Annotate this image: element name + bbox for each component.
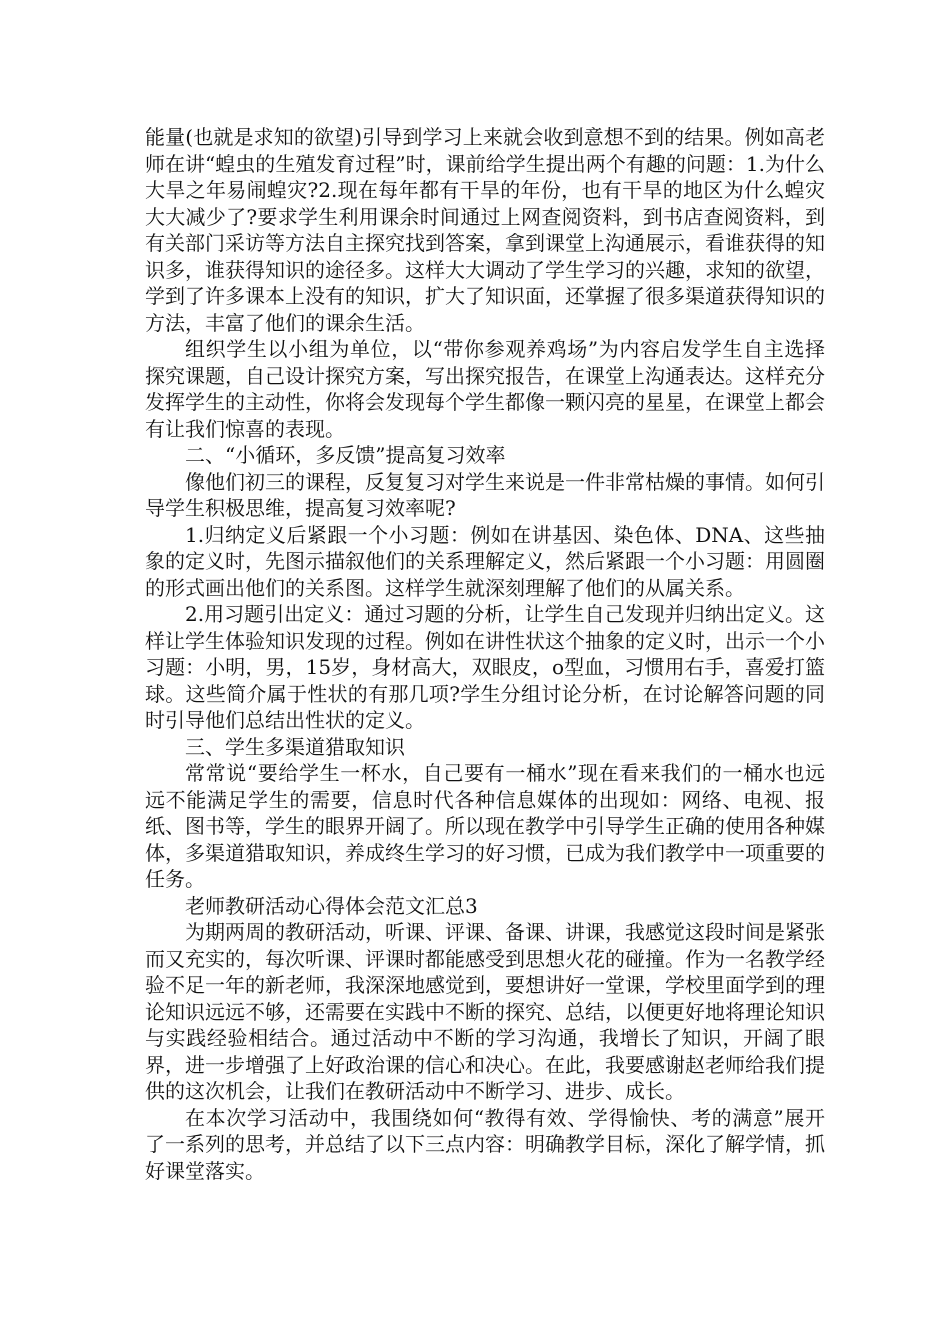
paragraph: 为期两周的教研活动，听课、评课、备课、讲课，我感觉这段时间是紧张而又充实的，每次听课、评课时都能感受到思想火花的碰撞。作为一名教学经验不足一年的新老师，我深深地感觉到，要想讲好一堂课，学校里面学到的理论知识远远不够，还需要在实践中不断的探究、总结，以便更好地将理论知识与实践经验相结合。通过活动中不断的学习沟通，我增长了知识，开阔了眼界，进一步增强了上好政治课的信心和决心。在此，我要感谢赵老师给我们提供的这次机会，让我们在教研活动中不断学习、进步、成长。 xyxy=(145,920,825,1103)
paragraph: 像他们初三的课程，反复复习对学生来说是一件非常枯燥的事情。如何引导学生积极思维，提高复习效率呢? xyxy=(145,469,825,520)
paragraph: 2.用习题引出定义：通过习题的分析，让学生自己发现并归纳出定义。这样让学生体验知识发现的过程。例如在讲性状这个抽象的定义时，出示一个小习题：小明，男，15岁，身材高大，双眼皮，o型血，习惯用右手，喜爱打篮球。这些简介属于性状的有那几项?学生分组讨论分析，在讨论解答问题的同时引导他们总结出性状的定义。 xyxy=(145,602,825,732)
paragraph: 1.归纳定义后紧跟一个小习题：例如在讲基因、染色体、DNA、这些抽象的定义时，先图示描叙他们的关系理解定义，然后紧跟一个小习题：用圆圈的形式画出他们的关系图。这样学生就深刻理解了他们的从属关系。 xyxy=(145,522,825,600)
paragraph: 能量(也就是求知的欲望)引导到学习上来就会收到意想不到的结果。例如高老师在讲“蝗虫的生殖发育过程”时，课前给学生提出两个有趣的问题：1.为什么大旱之年易闹蝗灾?2.现在每年都有干旱的年份，也有干旱的地区为什么蝗灾大大减少了?要求学生利用课余时间通过上网查阅资料，到书店查阅资料，到有关部门采访等方法自主探究找到答案，拿到课堂上沟通展示，看谁获得的知识多，谁获得知识的途径多。这样大大调动了学生学习的兴趣，求知的欲望，学到了许多课本上没有的知识，扩大了知识面，还掌握了很多渠道获得知识的方法，丰富了他们的课余生活。 xyxy=(145,125,825,335)
section-heading: 二、“小循环，多反馈”提高复习效率 xyxy=(185,443,506,467)
paragraph: 常常说“要给学生一杯水，自己要有一桶水”现在看来我们的一桶水也远远不能满足学生的需要，信息时代各种信息媒体的出现如：网络、电视、报纸、图书等，学生的眼界开阔了。所以现在教学中引导学生正确的使用各种媒体，多渠道猎取知识，养成终生学习的好习惯，已成为我们教学中一项重要的任务。 xyxy=(145,761,825,891)
paragraph: 在本次学习活动中，我围绕如何“教得有效、学得愉快、考的满意”展开了一系列的思考，并总结了以下三点内容：明确教学目标，深化了解学情，抓好课堂落实。 xyxy=(145,1105,825,1183)
paragraph: 组织学生以小组为单位，以“带你参观养鸡场”为内容启发学生自主选择探究课题，自己设计探究方案，写出探究报告，在课堂上沟通表达。这样充分发挥学生的主动性，你将会发现每个学生都像一颗闪亮的星星，在课堂上都会有让我们惊喜的表现。 xyxy=(145,337,825,441)
document-page xyxy=(145,124,825,1184)
section-heading: 三、学生多渠道猎取知识 xyxy=(185,734,405,759)
article-title: 老师教研活动心得体会范文汇总3 xyxy=(185,893,478,918)
